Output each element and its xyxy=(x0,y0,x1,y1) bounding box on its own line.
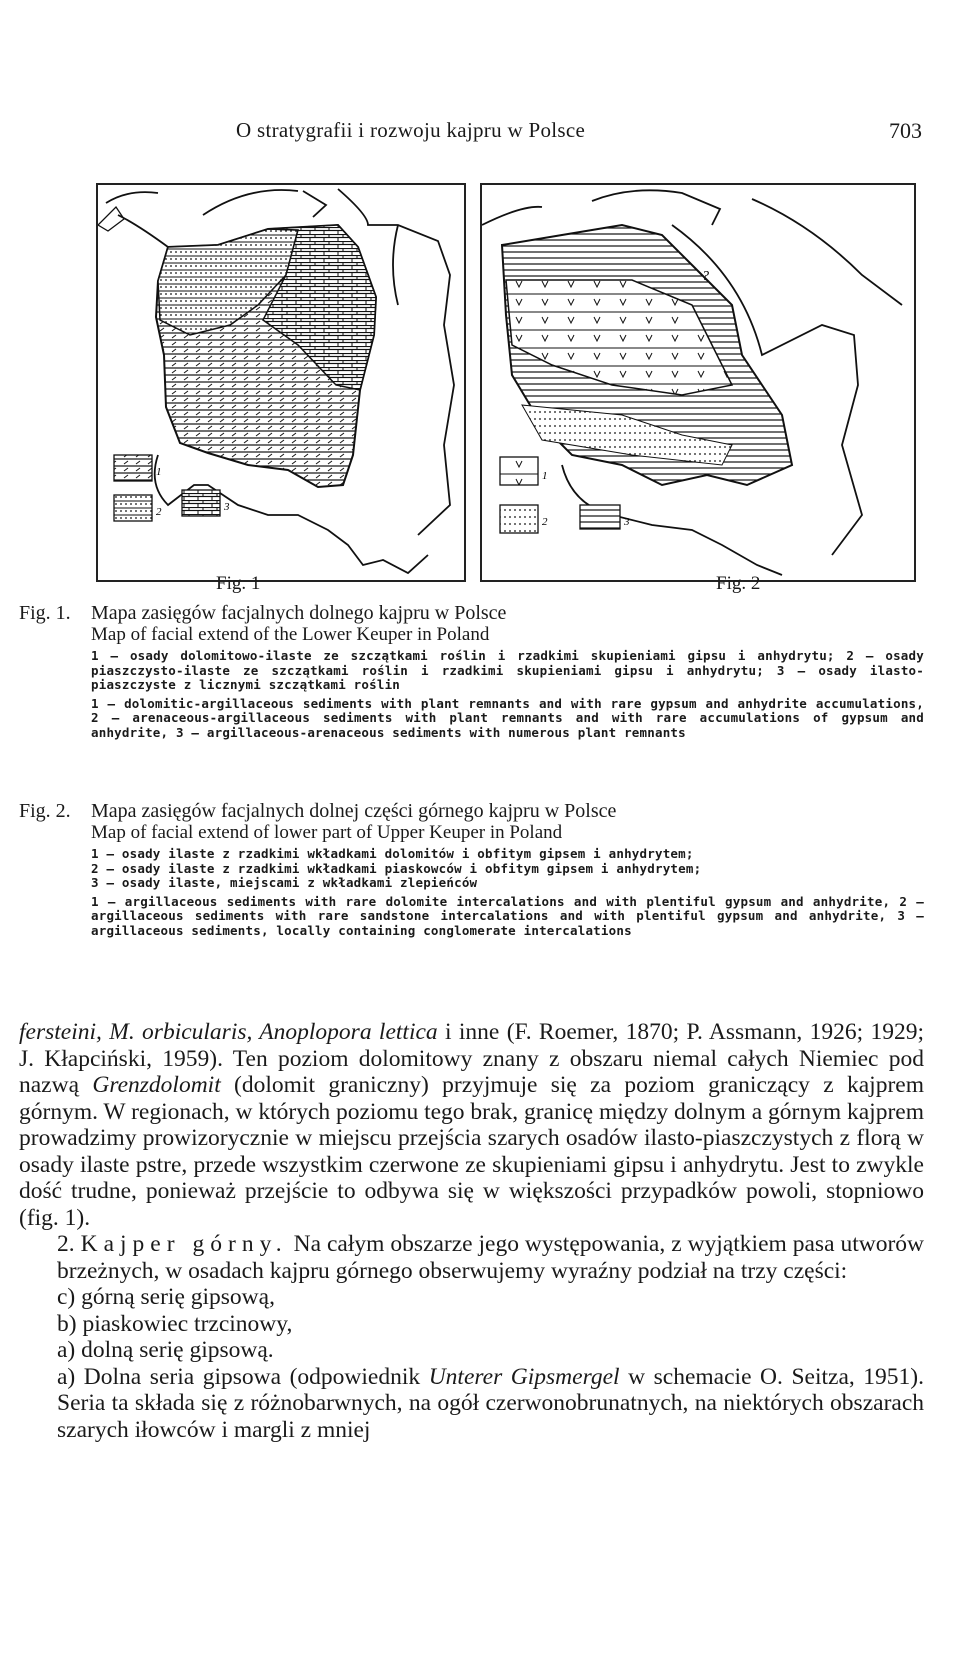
term-grenzdolomit: Grenzdolomit xyxy=(92,1072,221,1098)
caption-legend-en: 1 — dolomitic-argillaceous sediments with plant remnants and with rare gypsum and anhydrite accumulations, 2 — arenaceous-argillaceous sediments with plant remnants and with rare accumulations of gypsum and anhydrite, 3 — argillaceous-arenaceous sediments with numerous plant remnants xyxy=(91,695,924,740)
caption-figure-2 xyxy=(19,800,924,938)
caption-legend-en: 1 — argillaceous sediments with rare dolomite intercalations and with plentiful gypsum and anhydrite, 2 — argillaceous sediments with rare sandstone intercalations and with plentiful gypsum and anhydrite, 3 — argillaceous sediments, locally containing conglomerate intercalations xyxy=(91,893,924,938)
caption-legend-pl-1: 1 — osady ilaste z rzadkimi wkładkami dolomitów i obfitym gipsem i anhydrytem; xyxy=(91,846,694,861)
body-text xyxy=(19,1019,924,1443)
paragraph-text: w schemacie O. Seitza, 1951). Seria ta składa się z różnobarwnych, na ogół czerwonobrunatnych, na niektórych obszarach szarych iłowców i margli z mniej xyxy=(57,1363,924,1443)
fig2-query-mark: ? xyxy=(702,269,709,284)
caption-title-en: Map of facial extend of lower part of Upper Keuper in Poland xyxy=(91,822,563,843)
caption-legend-pl: 1 — osady dolomitowo-ilaste ze szczątkami roślin i rzadkimi skupieniami gipsu i anhydrytu; 2 — osady piaszczysto-ilaste ze szczątkami roślin i rzadkimi skupieniami gipsu i anhydrytu; 3 — osady ilasto-piaszczyste z licznymi szczątkami roślin xyxy=(91,648,924,692)
fig1-legend-label: 3 xyxy=(224,501,230,513)
caption-title-pl: Mapa zasięgów facjalnych dolnego kajpru w Polsce xyxy=(91,602,507,624)
caption-number: Fig. 1. xyxy=(19,602,71,624)
paragraph-text: (dolomit graniczny) przyjmuje się za poziom graniczący z kajprem górnym. W regionach, w których poziomu tego brak, granicę między dolnym a górnym kajprem prowadzimy prowizorycznie w miejscu przejścia szarych osadów ilasto-piaszczystych z florą w osady ilaste pstre, przede wszystkim czerwone ze skupieniami gipsu i anhydrytu. Jest to zwykle dość trudne, ponieważ przejście to odbywa się w większości przypadków powoli, stopniowo (fig. 1). xyxy=(19,1072,924,1231)
caption-number: Fig. 2. xyxy=(19,800,71,822)
caption-legend-pl-2: 2 — osady ilaste z rzadkimi wkładkami piaskowców i obfitym gipsem i anhydrytem; xyxy=(91,860,702,876)
species-names: fersteini, M. orbicularis, Anoplopora lettica xyxy=(19,1019,438,1045)
fig2-legend-label: 3 xyxy=(624,516,630,528)
fig2-legend-label: 2 xyxy=(542,516,548,528)
paragraph-text: Na całym obszarze jego występowania, z wyjątkiem pasa utworów brzeżnych, w osadach kajpru górnego obserwujemy wyraźny podział na trzy części: xyxy=(57,1231,925,1284)
paragraph-3 xyxy=(19,1364,924,1444)
list-item: a) dolną serię gipsową. xyxy=(57,1337,274,1363)
page-number: 703 xyxy=(889,118,922,143)
fig1-legend-label: 1 xyxy=(156,466,162,478)
fig1-legend-label: 2 xyxy=(156,506,162,518)
fig2-legend-label: 1 xyxy=(542,470,548,482)
caption-legend-pl-3: 3 — osady ilaste, miejscami z wkładkami zlepieńców xyxy=(91,875,478,890)
paragraph-text: i inne (F. Roemer, 1870; P. Assmann, 1926; 1929; J. Kłapciński, 1959). Ten poziom dolomitowy znany z obszaru niemal całych Niemiec pod nazwą xyxy=(19,1019,924,1098)
caption-title-en: Map of facial extend of the Lower Keuper in Poland xyxy=(91,624,490,645)
figure-2-map xyxy=(480,183,916,582)
section-heading: Kajper górny. xyxy=(80,1231,288,1257)
figure-2-map-drawing xyxy=(482,185,914,580)
page-header xyxy=(236,118,922,148)
caption-figure-1 xyxy=(19,602,924,740)
paragraph-2 xyxy=(19,1231,924,1284)
caption-title-pl: Mapa zasięgów facjalnych dolnej części górnego kajpru w Polsce xyxy=(91,800,617,822)
paragraph-text: a) Dolna seria gipsowa (odpowiednik xyxy=(57,1363,429,1390)
figure-2-label: Fig. 2 xyxy=(716,573,761,594)
running-title: O stratygrafii i rozwoju kajpru w Polsce xyxy=(236,118,586,142)
paragraph-1 xyxy=(19,1019,924,1231)
section-number: 2. xyxy=(57,1231,81,1257)
list-item: b) piaskowiec trzcinowy, xyxy=(57,1310,293,1337)
figure-1-label: Fig. 1 xyxy=(216,573,261,594)
term-unterer-gipsmergel: Unterer Gipsmergel xyxy=(428,1363,620,1390)
list-item: c) górną serię gipsową, xyxy=(57,1284,275,1310)
figure-1-map-drawing xyxy=(98,185,464,580)
figure-1-map xyxy=(96,183,466,582)
